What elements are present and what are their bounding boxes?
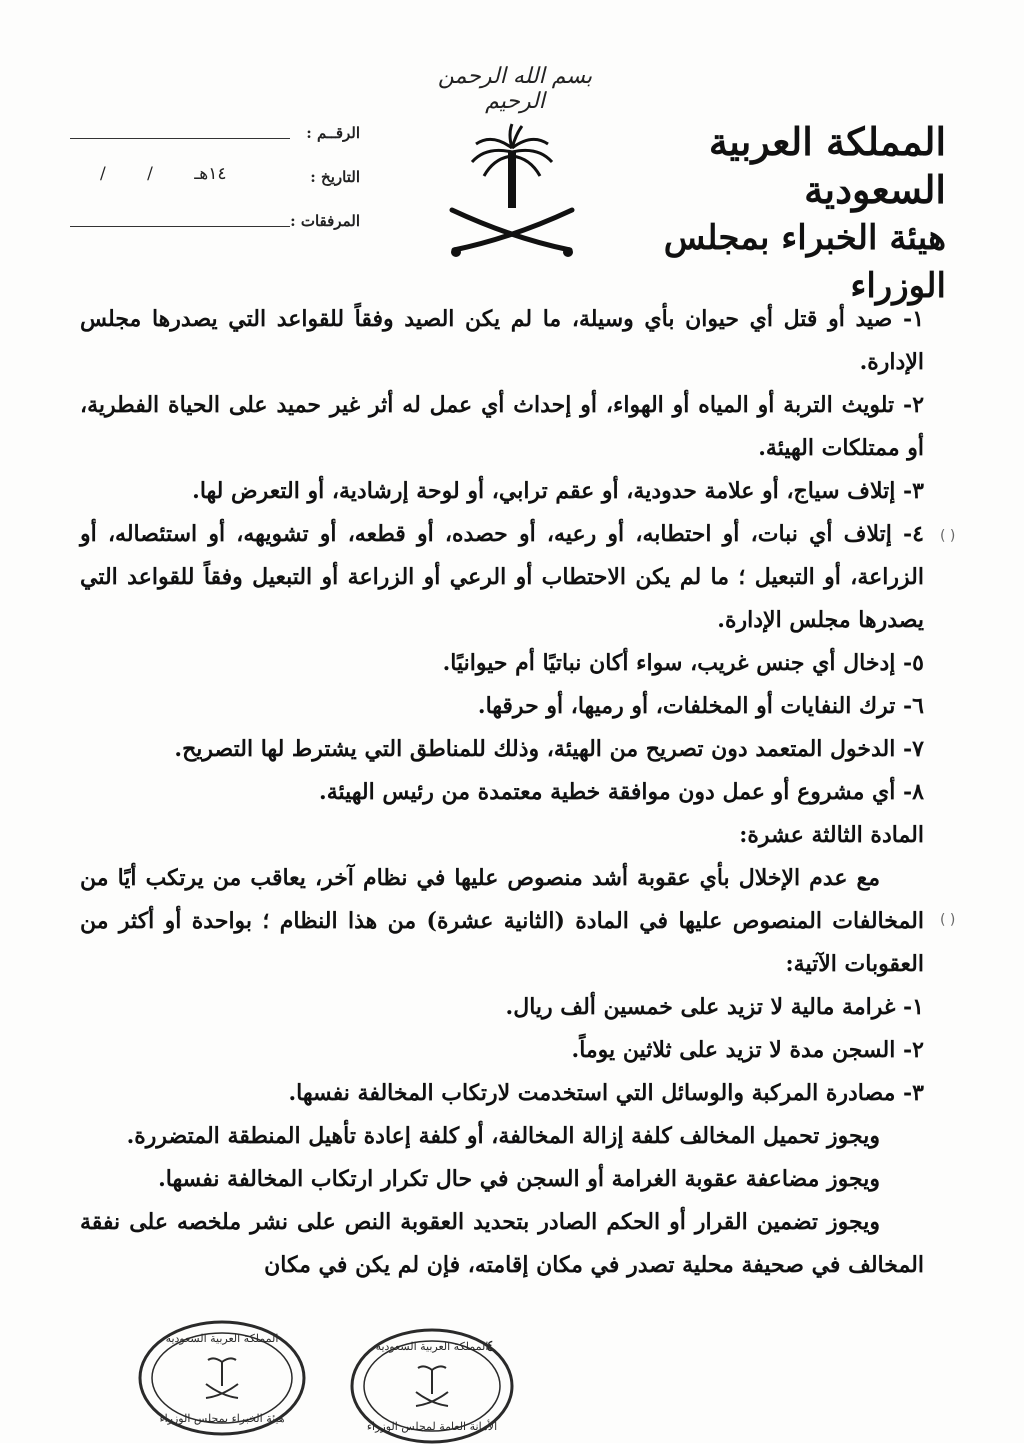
seal-text: المملكة العربية السعودية: [165, 1332, 279, 1345]
ref-label: الرقــم :: [306, 124, 360, 142]
margin-bracket-icon: ( ): [940, 912, 956, 928]
margin-bracket-icon: ( ): [940, 528, 956, 544]
letterhead-title: [616, 118, 946, 310]
list-item: ١- صيد أو قتل أي حيوان بأي وسيلة، ما لم يكن الصيد وفقاً للقواعد التي يصدرها مجلس الإدارة.: [80, 306, 925, 375]
seal-text: هيئة الخبراء بمجلس الوزراء: [159, 1412, 285, 1425]
document-body: [80, 298, 924, 1287]
paragraph: ويجوز تحميل المخالف كلفة إزالة المخالفة، أو كلفة إعادة تأهيل المنطقة المتضررة.: [126, 1123, 880, 1149]
page-number: ٤: [486, 1336, 495, 1355]
seal-text: الأمانة العامة لمجلس الوزراء: [366, 1420, 498, 1433]
paragraph: ويجوز مضاعفة عقوبة الغرامة أو السجن في حال تكرار ارتكاب المخالفة نفسها.: [158, 1166, 880, 1192]
authority-seal-icon: [136, 1318, 308, 1438]
list-item: ٥- إدخال أي جنس غريب، سواء أكان نباتيًا أم حيوانيًا.: [442, 650, 924, 676]
list-item: ٣- مصادرة المركبة والوسائل التي استخدمت لارتكاب المخالفة نفسها.: [288, 1080, 924, 1106]
article-heading: المادة الثالثة عشرة:: [739, 822, 924, 848]
date-slash: /: [100, 164, 106, 184]
basmala: بسم الله الرحمن الرحيم: [437, 64, 593, 114]
date-slash: /: [147, 164, 153, 184]
kingdom-name: المملكة العربية السعودية: [708, 119, 946, 212]
attachments-line: [70, 226, 290, 227]
ref-row: [60, 116, 360, 160]
list-item: ٢- تلويث التربة أو المياه أو الهواء، أو إحداث أي عمل له أثر غير حميد على الحياة الفطرية، أو ممتلكات الهيئة.: [80, 392, 925, 461]
list-item: ٧- الدخول المتعمد دون تصريح من الهيئة، وذلك للمناطق التي يشترط لها التصريح.: [174, 736, 924, 762]
date-suffix: ١٤هـ: [194, 164, 227, 184]
list-item: ٣- إتلاف سياج، أو علامة حدودية، أو عقم ترابي، أو لوحة إرشادية، أو التعرض لها.: [192, 478, 924, 504]
date-placeholder: [82, 164, 245, 184]
list-item: ٤- إتلاف أي نبات، أو احتطابه، أو رعيه، أو حصده، أو قطعه، أو تشويهه، أو استئصاله، أو الزراعة، أو التبعيل ؛ ما لم يكن الاحتطاب أو الرعي أو الزراعة أو التبعيل وفقاً للقواعد التي يصدرها مجلس الإدارة.: [80, 521, 924, 633]
secretariat-seal-icon: [346, 1326, 518, 1446]
seal-text: المملكة العربية السعودية: [375, 1340, 489, 1353]
article-intro: مع عدم الإخلال بأي عقوبة أشد منصوص عليها في نظام آخر، يعاقب من يرتكب أيًا من المخالفات المنصوص عليها في المادة (الثانية عشرة) من هذا النظام ؛ بواحدة أو أكثر من العقوبات الآتية:: [80, 865, 924, 977]
date-row: [60, 160, 360, 204]
list-item: ١- غرامة مالية لا تزيد على خمسين ألف ريال.: [505, 994, 924, 1020]
ref-line: [70, 138, 290, 139]
penalties-list: [80, 986, 924, 1115]
authority-name: هيئة الخبراء بمجلس الوزراء: [663, 218, 946, 306]
list-item: ٨- أي مشروع أو عمل دون موافقة خطية معتمدة من رئيس الهيئة.: [319, 779, 924, 805]
violations-list: [80, 298, 924, 814]
list-item: ٦- ترك النفايات أو المخلفات، أو رميها، أو حرقها.: [477, 693, 924, 719]
attachments-label: المرفقات :: [290, 212, 360, 230]
list-item: ٢- السجن مدة لا تزيد على ثلاثين يوماً.: [571, 1037, 924, 1063]
date-label: التاريخ :: [310, 168, 360, 186]
saudi-emblem-icon: [442, 118, 582, 260]
paragraph: ويجوز تضمين القرار أو الحكم الصادر بتحديد العقوبة النص على نشر ملخصه على نفقة المخالف في صحيفة محلية تصدر في مكان إقامته، فإن لم يكن في مكان: [80, 1209, 924, 1278]
attachments-row: [60, 204, 360, 248]
reference-block: [60, 116, 360, 248]
